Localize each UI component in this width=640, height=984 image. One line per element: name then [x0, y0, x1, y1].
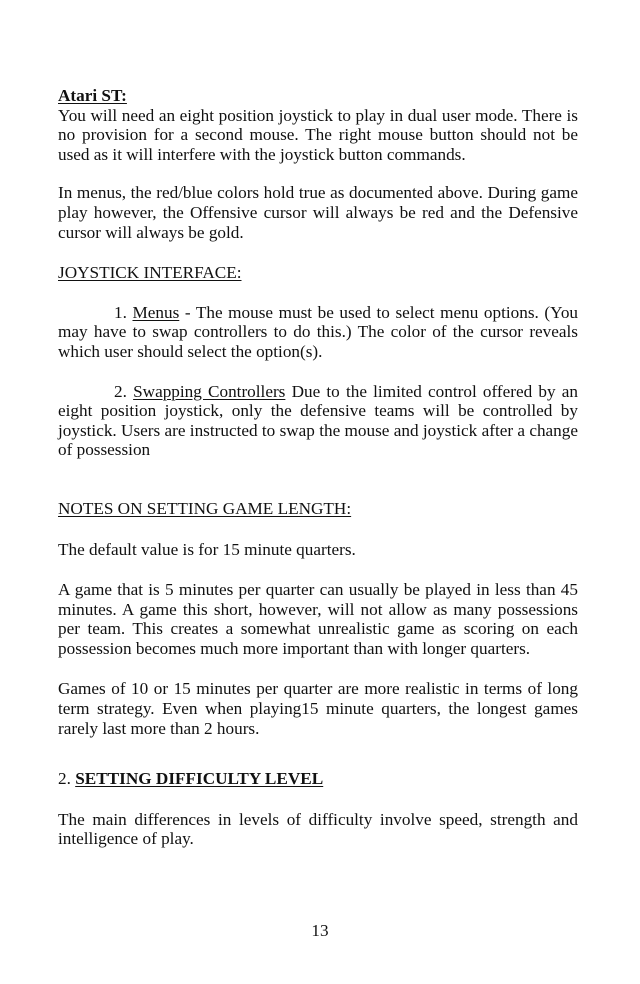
- atari-st-paragraph-2: In menus, the red/blue colors hold true as documented above. During game play however, the Offensive cursor will always be red and the Defensive cursor will always be gold.: [58, 183, 578, 242]
- menus-item: [58, 303, 578, 362]
- atari-st-paragraph-1: You will need an eight position joystick to play in dual user mode. There is no provision for a second mouse. The right mouse button should not be used as it will interfere with the joystick button commands.: [58, 105, 578, 164]
- swapping-controllers-title: Swapping Controllers: [133, 381, 286, 401]
- game-length-heading: NOTES ON SETTING GAME LENGTH:: [58, 498, 352, 518]
- swapping-controllers-number: 2.: [114, 381, 127, 401]
- game-length-paragraph-2: A game that is 5 minutes per quarter can usually be played in less than 45 minutes. A game this short, however, will not allow as many possessions per team. This creates a somewhat unrealistic game as scoring on each possession becomes much more important than with longer quarters.: [58, 580, 578, 658]
- game-length-paragraph-1: The default value is for 15 minute quarters.: [58, 539, 356, 559]
- difficulty-heading: [58, 769, 578, 789]
- menus-item-number: 1.: [114, 302, 127, 322]
- menus-item-text: - The mouse must be used to select menu options. (You may have to swap controllers to do this.) The color of the cursor reveals which user should select the option(s).: [58, 302, 579, 361]
- difficulty-heading-number: 2.: [58, 769, 71, 789]
- swapping-controllers-text: Due to the limited control offered by an eight position joystick, only the defensive teams will be controlled by joystick. Users are instructed to swap the mouse and joystick after a change of possession: [58, 381, 579, 460]
- menus-item-title: Menus: [132, 302, 180, 322]
- game-length-paragraph-3: Games of 10 or 15 minutes per quarter are more realistic in terms of long term strategy. Even when playing15 minute quarters, the longest games rarely last more than 2 hours.: [58, 679, 578, 738]
- joystick-interface-heading: JOYSTICK INTERFACE:: [58, 263, 242, 283]
- atari-st-heading: Atari ST:: [58, 86, 127, 105]
- manual-page: [58, 86, 578, 849]
- page-number: 13: [311, 921, 329, 940]
- swapping-controllers-item: [58, 382, 578, 460]
- difficulty-paragraph-1: The main differences in levels of difficulty involve speed, strength and intelligence of play.: [58, 809, 578, 849]
- difficulty-heading-title: SETTING DIFFICULTY LEVEL: [75, 769, 324, 789]
